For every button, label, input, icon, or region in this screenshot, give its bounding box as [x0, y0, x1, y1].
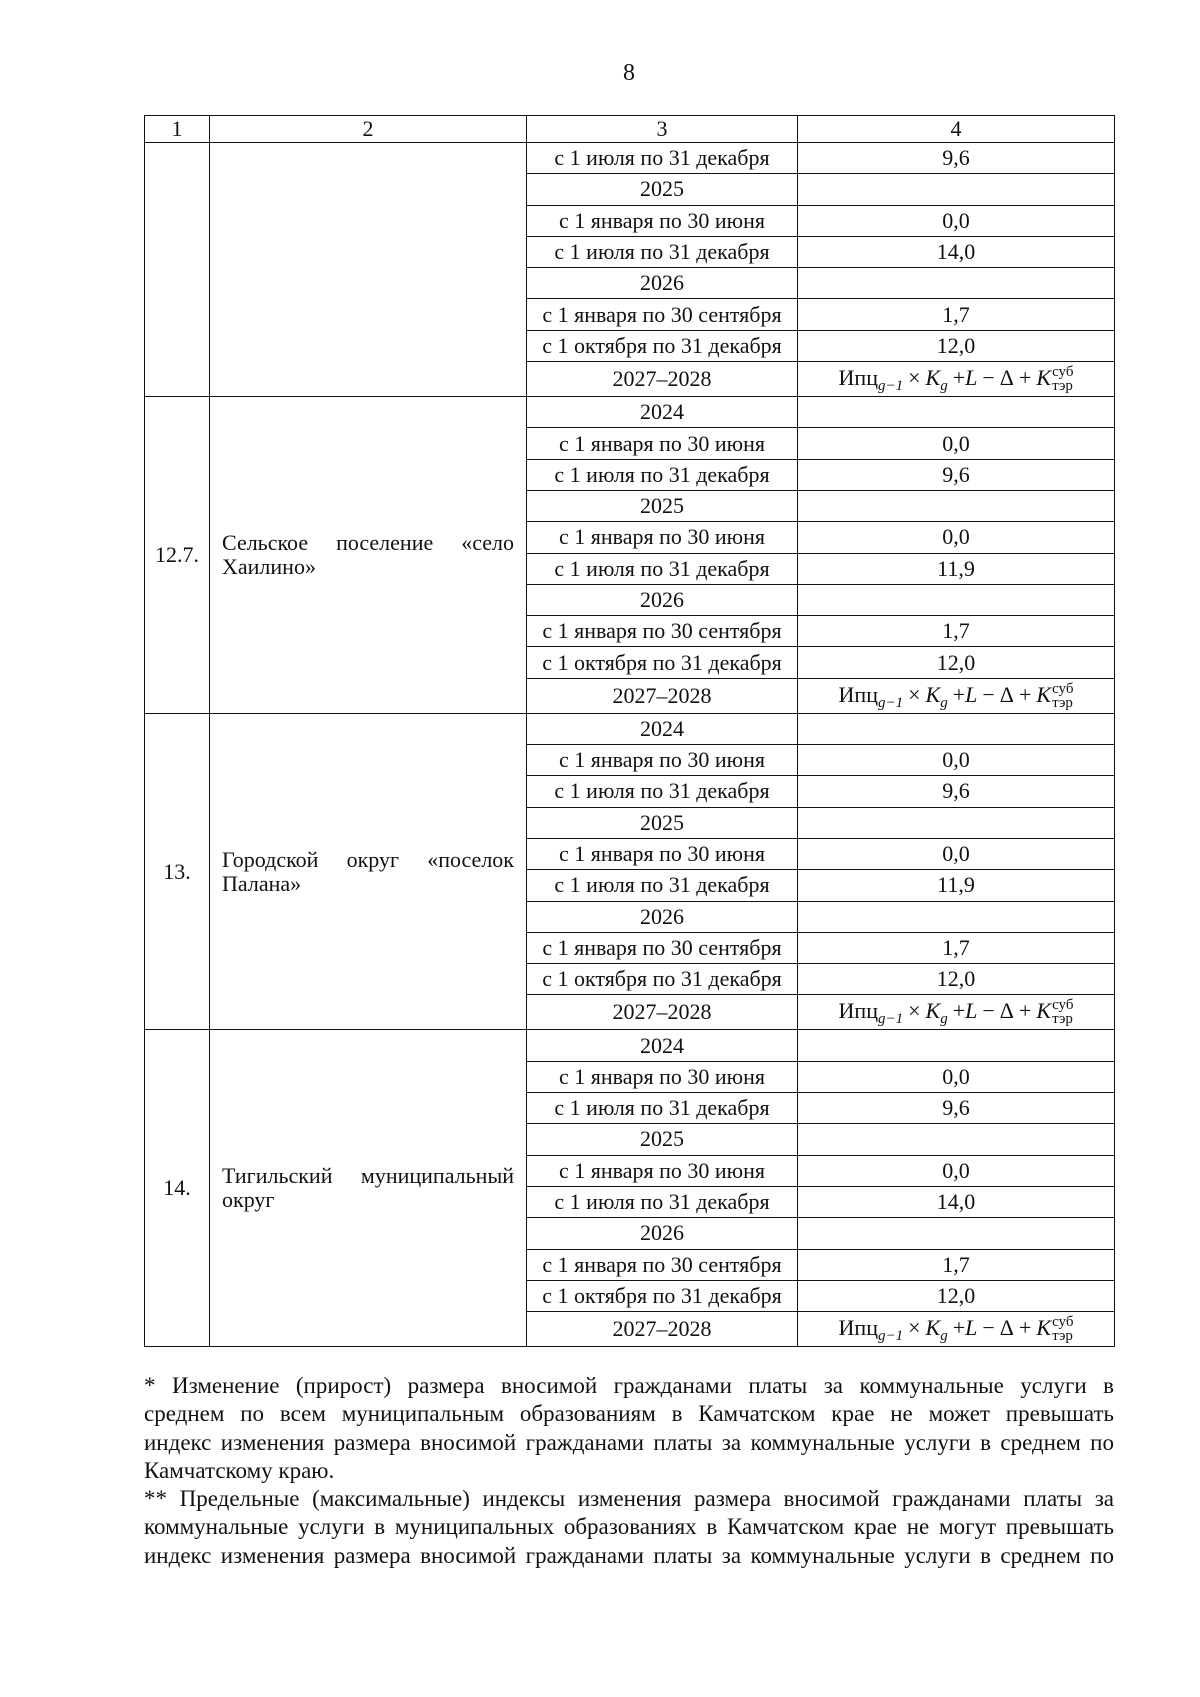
value-cell: 12,0	[798, 647, 1115, 678]
formula-superscript: суб	[1052, 997, 1074, 1014]
formula-ipc-subscript: g−1	[877, 378, 904, 395]
formula-k-subscript: g	[940, 378, 948, 395]
value-cell: 9,6	[798, 776, 1115, 807]
municipality-name-cell: Городской округ «поселок Палана»	[210, 713, 527, 1030]
formula-ipc: Ипц	[838, 681, 878, 707]
formula-k-subscript: g	[940, 694, 948, 711]
formula-plus-sign: +	[1018, 998, 1032, 1024]
footnote-line: индекс изменения размера вносимой гражданами платы за коммунальные услуги в среднем по	[144, 1542, 1114, 1568]
formula-k: K	[925, 681, 941, 707]
formula-sup-sub-stack	[1052, 682, 1073, 710]
formula-k-ter: K	[1036, 365, 1052, 391]
column-name-header: 2	[210, 116, 527, 143]
formula-plus-sign: +	[952, 998, 966, 1024]
value-cell	[798, 490, 1115, 521]
period-cell: 2026	[527, 268, 798, 299]
formula-k: K	[925, 1315, 941, 1341]
formula-k: K	[925, 998, 941, 1024]
period-cell: 2024	[527, 1030, 798, 1061]
formula-l: L	[965, 998, 978, 1024]
period-cell: 2025	[527, 490, 798, 521]
footnote-line: среднем по всем муниципальным образованиям в Камчатском крае не может превышать	[144, 1401, 1114, 1427]
formula-times-sign: ×	[908, 1315, 921, 1341]
formula-k-ter: K	[1036, 681, 1052, 707]
value-cell	[798, 807, 1115, 838]
period-cell: с 1 июля по 31 декабря	[527, 236, 798, 267]
period-cell: 2027–2028	[527, 995, 798, 1030]
formula-ipc: Ипц	[838, 365, 878, 391]
formula-delta: Δ	[999, 998, 1014, 1024]
formula-l: L	[965, 1315, 978, 1341]
period-cell: 2026	[527, 901, 798, 932]
period-cell: 2027–2028	[527, 1312, 798, 1347]
period-cell: с 1 января по 30 июня	[527, 428, 798, 459]
value-cell: 11,9	[798, 553, 1115, 584]
formula-k-subscript: g	[940, 1328, 948, 1345]
index-table	[144, 115, 1115, 1347]
period-cell: с 1 января по 30 июня	[527, 838, 798, 869]
value-cell	[798, 1124, 1115, 1155]
formula-sup-sub-stack	[1052, 1315, 1073, 1343]
formula-plus-sign: +	[1018, 365, 1032, 391]
period-cell: с 1 января по 30 июня	[527, 522, 798, 553]
value-cell	[798, 268, 1115, 299]
formula-l: L	[965, 365, 978, 391]
table-row	[145, 143, 1115, 174]
formula-k-subscript: g	[940, 1011, 948, 1028]
formula-subscript: тэр	[1052, 378, 1073, 395]
formula-delta: Δ	[999, 365, 1014, 391]
formula-subscript: тэр	[1052, 694, 1073, 711]
period-cell: с 1 января по 30 июня	[527, 1061, 798, 1092]
value-cell	[798, 1030, 1115, 1061]
formula-l: L	[965, 681, 978, 707]
period-cell: с 1 июля по 31 декабря	[527, 1093, 798, 1124]
formula-k: K	[925, 365, 941, 391]
period-cell: с 1 июля по 31 декабря	[527, 776, 798, 807]
value-cell: 9,6	[798, 459, 1115, 490]
formula-delta: Δ	[999, 1315, 1014, 1341]
formula-k-ter: K	[1036, 998, 1052, 1024]
footnotes	[144, 1372, 1114, 1570]
period-cell: с 1 июля по 31 декабря	[527, 143, 798, 174]
table-row	[145, 713, 1115, 744]
formula-ipc-subscript: g−1	[877, 1011, 904, 1028]
row-number-cell: 12.7.	[145, 397, 210, 714]
formula-k-ter: K	[1036, 1315, 1052, 1341]
value-cell	[798, 584, 1115, 615]
formula-times-sign: ×	[908, 365, 921, 391]
value-cell: 12,0	[798, 1280, 1115, 1311]
formula-ipc-subscript: g−1	[877, 1328, 904, 1345]
column-value-header: 4	[798, 116, 1115, 143]
formula-times-sign: ×	[908, 998, 921, 1024]
municipality-name-cell: Тигильский муниципальный округ	[210, 1030, 527, 1347]
value-cell: 1,7	[798, 299, 1115, 330]
row-number-cell	[145, 143, 210, 397]
period-cell: 2025	[527, 1124, 798, 1155]
value-cell: 0,0	[798, 1061, 1115, 1092]
period-cell: 2024	[527, 713, 798, 744]
footnote-line: Камчатскому краю.	[144, 1457, 335, 1483]
period-cell: с 1 января по 30 июня	[527, 745, 798, 776]
municipality-name-cell	[210, 143, 527, 397]
period-cell: с 1 октября по 31 декабря	[527, 1280, 798, 1311]
value-cell: 12,0	[798, 330, 1115, 361]
formula-delta: Δ	[999, 681, 1014, 707]
period-cell: с 1 октября по 31 декабря	[527, 647, 798, 678]
value-cell: 14,0	[798, 1186, 1115, 1217]
footnote-line: индекс изменения размера вносимой гражданами платы за коммунальные услуги в среднем по	[144, 1429, 1114, 1455]
value-cell: 0,0	[798, 522, 1115, 553]
value-cell: 0,0	[798, 428, 1115, 459]
index-formula	[839, 365, 1074, 393]
period-cell: с 1 июля по 31 декабря	[527, 459, 798, 490]
table-row	[145, 397, 1115, 428]
footnote-2	[144, 1485, 1114, 1570]
formula-cell	[798, 1312, 1115, 1347]
formula-plus-sign: +	[1018, 681, 1032, 707]
value-cell: 1,7	[798, 616, 1115, 647]
value-cell: 1,7	[798, 1249, 1115, 1280]
value-cell: 1,7	[798, 932, 1115, 963]
formula-ipc: Ипц	[838, 998, 878, 1024]
index-formula	[839, 1315, 1074, 1343]
table-row	[145, 1030, 1115, 1061]
period-cell: 2026	[527, 1218, 798, 1249]
value-cell	[798, 713, 1115, 744]
formula-subscript: тэр	[1052, 1011, 1073, 1028]
footnote-1	[144, 1372, 1114, 1485]
period-cell: с 1 июля по 31 декабря	[527, 553, 798, 584]
formula-sup-sub-stack	[1052, 998, 1073, 1026]
period-cell: с 1 октября по 31 декабря	[527, 964, 798, 995]
period-cell: с 1 июля по 31 декабря	[527, 1186, 798, 1217]
formula-plus-sign: +	[1018, 1315, 1032, 1341]
period-cell: 2025	[527, 174, 798, 205]
formula-subscript: тэр	[1052, 1328, 1073, 1345]
period-cell: 2025	[527, 807, 798, 838]
table-body	[145, 143, 1115, 1347]
footnote-line: * Изменение (прирост) размера вносимой гражданами платы за коммунальные услуги в	[144, 1373, 1114, 1398]
row-number-cell: 13.	[145, 713, 210, 1030]
page-number: 8	[623, 60, 635, 86]
period-cell: 2026	[527, 584, 798, 615]
value-cell: 9,6	[798, 1093, 1115, 1124]
formula-minus-sign: −	[982, 681, 995, 707]
period-cell: с 1 января по 30 июня	[527, 205, 798, 236]
formula-times-sign: ×	[908, 681, 921, 707]
column-number-header: 1	[145, 116, 210, 143]
period-cell: с 1 января по 30 сентября	[527, 1249, 798, 1280]
municipality-name-cell: Сельское поселение «село Хаилино»	[210, 397, 527, 714]
period-cell: с 1 января по 30 июня	[527, 1155, 798, 1186]
value-cell: 0,0	[798, 745, 1115, 776]
footnote-line: коммунальные услуги в муниципальных образованиях в Камчатском крае не могут превышать	[144, 1514, 1114, 1540]
table-header	[145, 116, 1115, 143]
formula-cell	[798, 995, 1115, 1030]
formula-minus-sign: −	[982, 998, 995, 1024]
value-cell: 12,0	[798, 964, 1115, 995]
index-formula	[839, 998, 1074, 1026]
formula-superscript: суб	[1052, 1314, 1074, 1331]
formula-plus-sign: +	[952, 365, 966, 391]
formula-superscript: суб	[1052, 364, 1074, 381]
table-header-row	[145, 116, 1115, 143]
row-number-cell: 14.	[145, 1030, 210, 1347]
value-cell: 11,9	[798, 870, 1115, 901]
value-cell	[798, 901, 1115, 932]
value-cell: 0,0	[798, 1155, 1115, 1186]
formula-plus-sign: +	[952, 681, 966, 707]
value-cell	[798, 1218, 1115, 1249]
column-period-header: 3	[527, 116, 798, 143]
formula-sup-sub-stack	[1052, 365, 1073, 393]
period-cell: с 1 января по 30 сентября	[527, 299, 798, 330]
formula-superscript: суб	[1052, 680, 1074, 697]
formula-cell	[798, 362, 1115, 397]
period-cell: 2027–2028	[527, 678, 798, 713]
formula-ipc: Ипц	[838, 1315, 878, 1341]
formula-minus-sign: −	[982, 1315, 995, 1341]
period-cell: 2027–2028	[527, 362, 798, 397]
period-cell: с 1 января по 30 сентября	[527, 932, 798, 963]
index-formula	[839, 682, 1074, 710]
value-cell: 0,0	[798, 838, 1115, 869]
period-cell: 2024	[527, 397, 798, 428]
formula-ipc-subscript: g−1	[877, 694, 904, 711]
value-cell: 14,0	[798, 236, 1115, 267]
value-cell	[798, 174, 1115, 205]
period-cell: с 1 июля по 31 декабря	[527, 870, 798, 901]
footnote-line: ** Предельные (максимальные) индексы изменения размера вносимой гражданами платы за	[144, 1486, 1114, 1512]
value-cell: 9,6	[798, 143, 1115, 174]
period-cell: с 1 октября по 31 декабря	[527, 330, 798, 361]
value-cell: 0,0	[798, 205, 1115, 236]
formula-plus-sign: +	[952, 1315, 966, 1341]
formula-minus-sign: −	[982, 365, 995, 391]
formula-cell	[798, 678, 1115, 713]
period-cell: с 1 января по 30 сентября	[527, 616, 798, 647]
value-cell	[798, 397, 1115, 428]
